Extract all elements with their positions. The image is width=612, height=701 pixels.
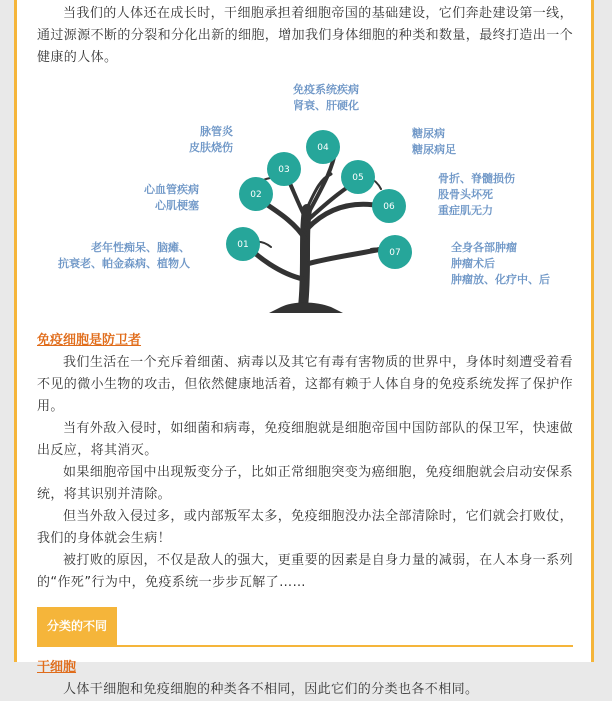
label-07-line1: 全身各部肿瘤 bbox=[451, 241, 517, 254]
label-01-line2: 抗衰老、帕金森病、植物人 bbox=[58, 257, 190, 270]
label-03-line1: 脉管炎 bbox=[200, 125, 233, 138]
body-paragraph: 当有外敌入侵时，如细菌和病毒，免疫细胞就是细胞帝国中国防部队的保卫军，快速做出反应，将其消灭。 bbox=[37, 421, 573, 458]
section-title-stem-cells[interactable]: 干细胞 bbox=[37, 660, 77, 675]
body-paragraph: 如果细胞帝国中出现叛变分子，比如正常细胞突变为癌细胞，免疫细胞就会启动安保系统，将其识别并清除。 bbox=[37, 465, 573, 502]
label-02-line1: 心血管疾病 bbox=[144, 183, 199, 196]
tree-svg bbox=[31, 79, 571, 317]
label-06-line3: 重症肌无力 bbox=[438, 204, 493, 217]
label-07-line2: 肿瘤术后 bbox=[451, 257, 495, 270]
node-number: 03 bbox=[278, 165, 290, 175]
body-paragraph: 被打败的原因，不仅是敌人的强大，更重要的因素是自身力量的减弱，在人本身一系列的“作死”行为中，免疫系统一步步瓦解了…… bbox=[37, 553, 573, 590]
article-page bbox=[14, 0, 594, 697]
section-tag-label: 分类的不同 bbox=[37, 607, 117, 645]
section-title-immune-cells[interactable]: 免疫细胞是防卫者 bbox=[37, 333, 142, 348]
article-content bbox=[37, 0, 573, 701]
stem-cell-tree-diagram bbox=[31, 79, 571, 317]
label-06-line2: 股骨头坏死 bbox=[438, 188, 493, 201]
label-07-line3: 肿瘤放、化疗中、后 bbox=[451, 273, 550, 286]
body-paragraph: 我们生活在一个充斥着细菌、病毒以及其它有毒有害物质的世界中，身体时刻遭受着看不见的微小生物的攻击，但依然健康地活着，这都有赖于人体自身的免疫系统发挥了保护作用。 bbox=[37, 355, 574, 414]
tree-roots bbox=[269, 303, 343, 314]
section-tag-bar bbox=[37, 607, 573, 647]
node-number: 02 bbox=[250, 190, 262, 200]
label-04-line1: 免疫系统疾病 bbox=[293, 83, 359, 96]
body-paragraph: 但当外敌入侵过多，或内部叛军太多，免疫细胞没办法全部清除时，它们就会打败仗，我们的身体就会生病！ bbox=[37, 509, 573, 546]
label-01-line1: 老年性痴呆、脑瘫、 bbox=[91, 241, 190, 254]
node-number: 07 bbox=[389, 248, 401, 258]
intro-paragraph: 当我们的人体还在成长时，干细胞承担着细胞帝国的基础建设，它们奔赴建设第一线，通过源源不断的分裂和分化出新的细胞，增加我们身体细胞的种类和数量，最终打造出一个健康的人体。 bbox=[37, 6, 574, 65]
label-06-line1: 骨折、脊髓损伤 bbox=[438, 172, 515, 185]
node-number: 06 bbox=[383, 202, 395, 212]
label-05-line1: 糖尿病 bbox=[412, 127, 445, 140]
label-02-line2: 心肌梗塞 bbox=[155, 199, 199, 212]
node-number: 05 bbox=[352, 173, 364, 183]
node-number: 04 bbox=[317, 143, 329, 153]
body-paragraph-partial: 人体干细胞和免疫细胞的种类各不相同，因此它们的分类也各不相同。 bbox=[63, 682, 479, 697]
label-03-line2: 皮肤烧伤 bbox=[189, 141, 233, 154]
node-number: 01 bbox=[237, 240, 249, 250]
label-05-line2: 糖尿病足 bbox=[412, 143, 456, 156]
label-04-line2: 肾衰、肝硬化 bbox=[293, 99, 359, 112]
